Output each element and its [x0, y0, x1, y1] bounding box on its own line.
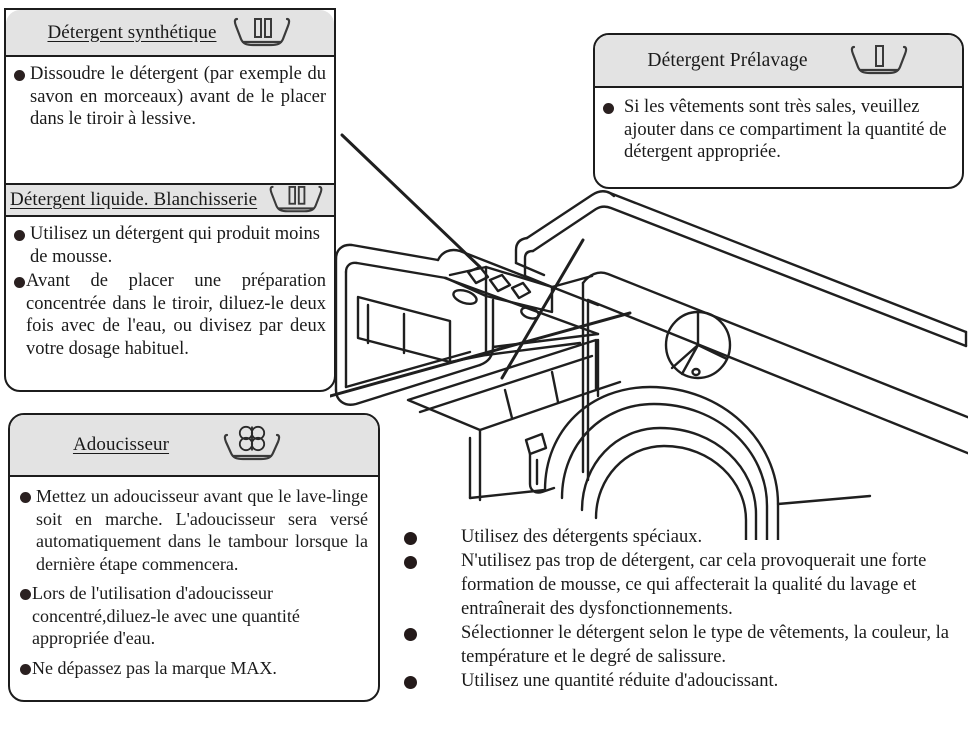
- compartment-II-icon: [231, 16, 293, 50]
- card-body-detergent-prelavage: [595, 88, 962, 172]
- bullet-dot-icon: [404, 532, 417, 545]
- card-header-detergent-prelavage: [595, 35, 962, 88]
- card-title-detergent-prelavage: Détergent Prélavage: [647, 49, 808, 71]
- list-item: [404, 669, 964, 693]
- bullet-text: Utilisez un détergent qui produit moins de mousse.: [30, 224, 320, 267]
- bullet-item: [20, 657, 368, 680]
- bullet-dot-icon: [20, 589, 31, 600]
- bullet-item: [14, 270, 326, 360]
- compartment-I-icon: [848, 44, 910, 78]
- note-text: Sélectionner le détergent selon le type de vêtements, la couleur, la température et le degré de salissure.: [461, 623, 949, 668]
- card-detergent-prelavage: [593, 33, 964, 189]
- card-header-adoucisseur: [10, 415, 378, 477]
- bullet-text: Dissoudre le détergent (par exemple du savon en morceaux) avant de le placer dans le tiroir à lessive.: [30, 64, 326, 130]
- card-title-detergent-liquide: Détergent liquide. Blanchisserie: [10, 189, 258, 210]
- card-body-detergent-liquide: [6, 217, 334, 390]
- card-title-detergent-synthetique: Détergent synthétique: [47, 21, 217, 43]
- card-detergent-liquide: [4, 183, 336, 392]
- leader-line-prewash: [502, 240, 583, 378]
- card-detergent-synthetique: [4, 8, 336, 187]
- bullet-dot-icon: [20, 664, 31, 675]
- bullet-dot-icon: [404, 556, 417, 569]
- bullet-text: Lors de l'utilisation d'adoucisseur concentré,diluez-le avec une quantité appropriée d'eau.: [32, 583, 300, 648]
- card-body-adoucisseur: [10, 477, 378, 694]
- list-item: [404, 621, 964, 669]
- bullet-item: [20, 485, 368, 575]
- leader-line-upper: [342, 135, 480, 267]
- bullet-dot-icon: [14, 277, 25, 288]
- bullet-item: [20, 582, 368, 650]
- card-title-adoucisseur: Adoucisseur: [72, 434, 170, 455]
- bullet-text: Avant de placer une préparation concentrée dans le tiroir, diluez-le deux fois avec de l'eau, ou divisez par deux votre dosage habituel.: [26, 271, 326, 359]
- bullet-dot-icon: [14, 230, 25, 241]
- leader-line-lower: [330, 313, 630, 396]
- bullet-item: [603, 96, 954, 164]
- bullet-dot-icon: [404, 676, 417, 689]
- compartment-II-icon: [267, 184, 325, 216]
- bullet-dot-icon: [14, 70, 25, 81]
- bullet-dot-icon: [603, 103, 614, 114]
- note-text: Utilisez des détergents spéciaux.: [461, 527, 703, 547]
- bullet-text: Ne dépassez pas la marque MAX.: [32, 657, 277, 678]
- card-header-detergent-liquide: [6, 185, 334, 217]
- bullet-item: [14, 223, 326, 268]
- card-adoucisseur: [8, 413, 380, 702]
- card-body-detergent-synthetique: [6, 57, 334, 185]
- control-knob: [666, 312, 730, 378]
- note-text: Utilisez une quantité réduite d'adoucissant.: [461, 671, 779, 692]
- list-item: [404, 549, 964, 621]
- compartment-flower-icon: [219, 425, 285, 465]
- note-text: N'utilisez pas trop de détergent, car cela provoquerait une forte formation de mousse, ce qui affecterait la qualité du lavage et entraînerait des dysfonctionnements.: [461, 551, 927, 620]
- bullet-text: Mettez un adoucisseur avant que le lave-linge soit en marche. L'adoucisseur sera versé automatiquement dans le tambour lorsque la dernière étape commencera.: [36, 486, 368, 574]
- bullet-dot-icon: [20, 492, 31, 503]
- detergent-notes-list: [404, 525, 964, 693]
- bullet-dot-icon: [404, 628, 417, 641]
- card-header-detergent-synthetique: [6, 10, 334, 57]
- bullet-text: Si les vêtements sont très sales, veuillez ajouter dans ce compartiment la quantité de détergent appropriée.: [624, 97, 947, 163]
- bullet-item: [14, 63, 326, 131]
- list-item: [404, 525, 964, 549]
